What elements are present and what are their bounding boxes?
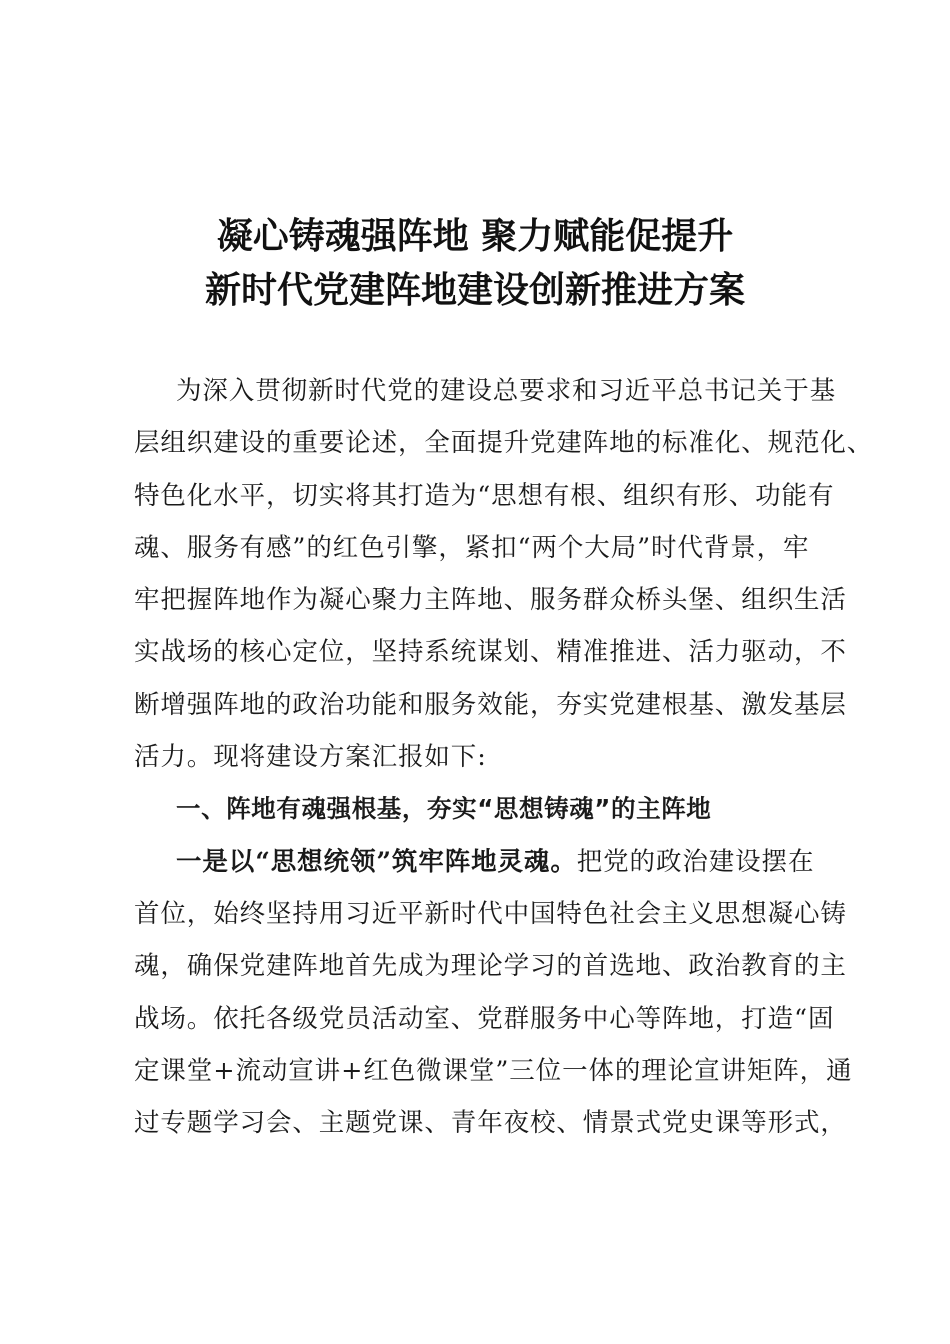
document-body — [134, 365, 874, 1149]
paragraph-lead-bold: 一是以“思想统领”筑牢阵地灵魂。 — [176, 846, 577, 877]
paragraph-line: 定课堂+流动宣讲+红色微课堂”三位一体的理论宣讲矩阵，通 — [134, 1055, 853, 1086]
paragraph-line: 首位，始终坚持用习近平新时代中国特色社会主义思想凝心铸 — [134, 898, 847, 929]
paragraph-lead-rest: 把党的政治建设摆在 — [576, 846, 815, 877]
intro-line: 活力。现将建设方案汇报如下: — [134, 742, 487, 773]
document-title-line-2: 新时代党建阵地建设创新推进方案 — [204, 269, 745, 311]
section-heading: 一、阵地有魂强根基，夯实“思想铸魂”的主阵地 — [176, 794, 712, 824]
intro-line: 魂、服务有感”的红色引擎，紧扣“两个大局”时代背景，牢 — [134, 532, 810, 563]
paragraph-first-line — [134, 836, 816, 888]
intro-line: 牢把握阵地作为凝心聚力主阵地、服务群众桥头堡、组织生活 — [134, 585, 847, 616]
document-title-line-1: 凝心铸魂强阵地 聚力赋能促提升 — [216, 215, 734, 257]
paragraph-line: 战场。依托各级党员活动室、党群服务中心等阵地，打造“固 — [134, 1003, 835, 1034]
paragraph-line: 过专题学习会、主题党课、青年夜校、情景式党史课等形式， — [134, 1108, 847, 1139]
paragraph-line: 魂，确保党建阵地首先成为理论学习的首选地、政治教育的主 — [134, 951, 847, 982]
intro-line: 断增强阵地的政治功能和服务效能，夯实党建根基、激发基层 — [134, 689, 847, 720]
intro-line: 为深入贯彻新时代党的建设总要求和习近平总书记关于基 — [176, 376, 837, 406]
intro-line: 特色化水平，切实将其打造为“思想有根、组织有形、功能有 — [134, 480, 835, 511]
intro-line: 实战场的核心定位，坚持系统谋划、精准推进、活力驱动，不 — [134, 637, 847, 668]
intro-line: 层组织建设的重要论述，全面提升党建阵地的标准化、规范化、 — [134, 428, 874, 459]
